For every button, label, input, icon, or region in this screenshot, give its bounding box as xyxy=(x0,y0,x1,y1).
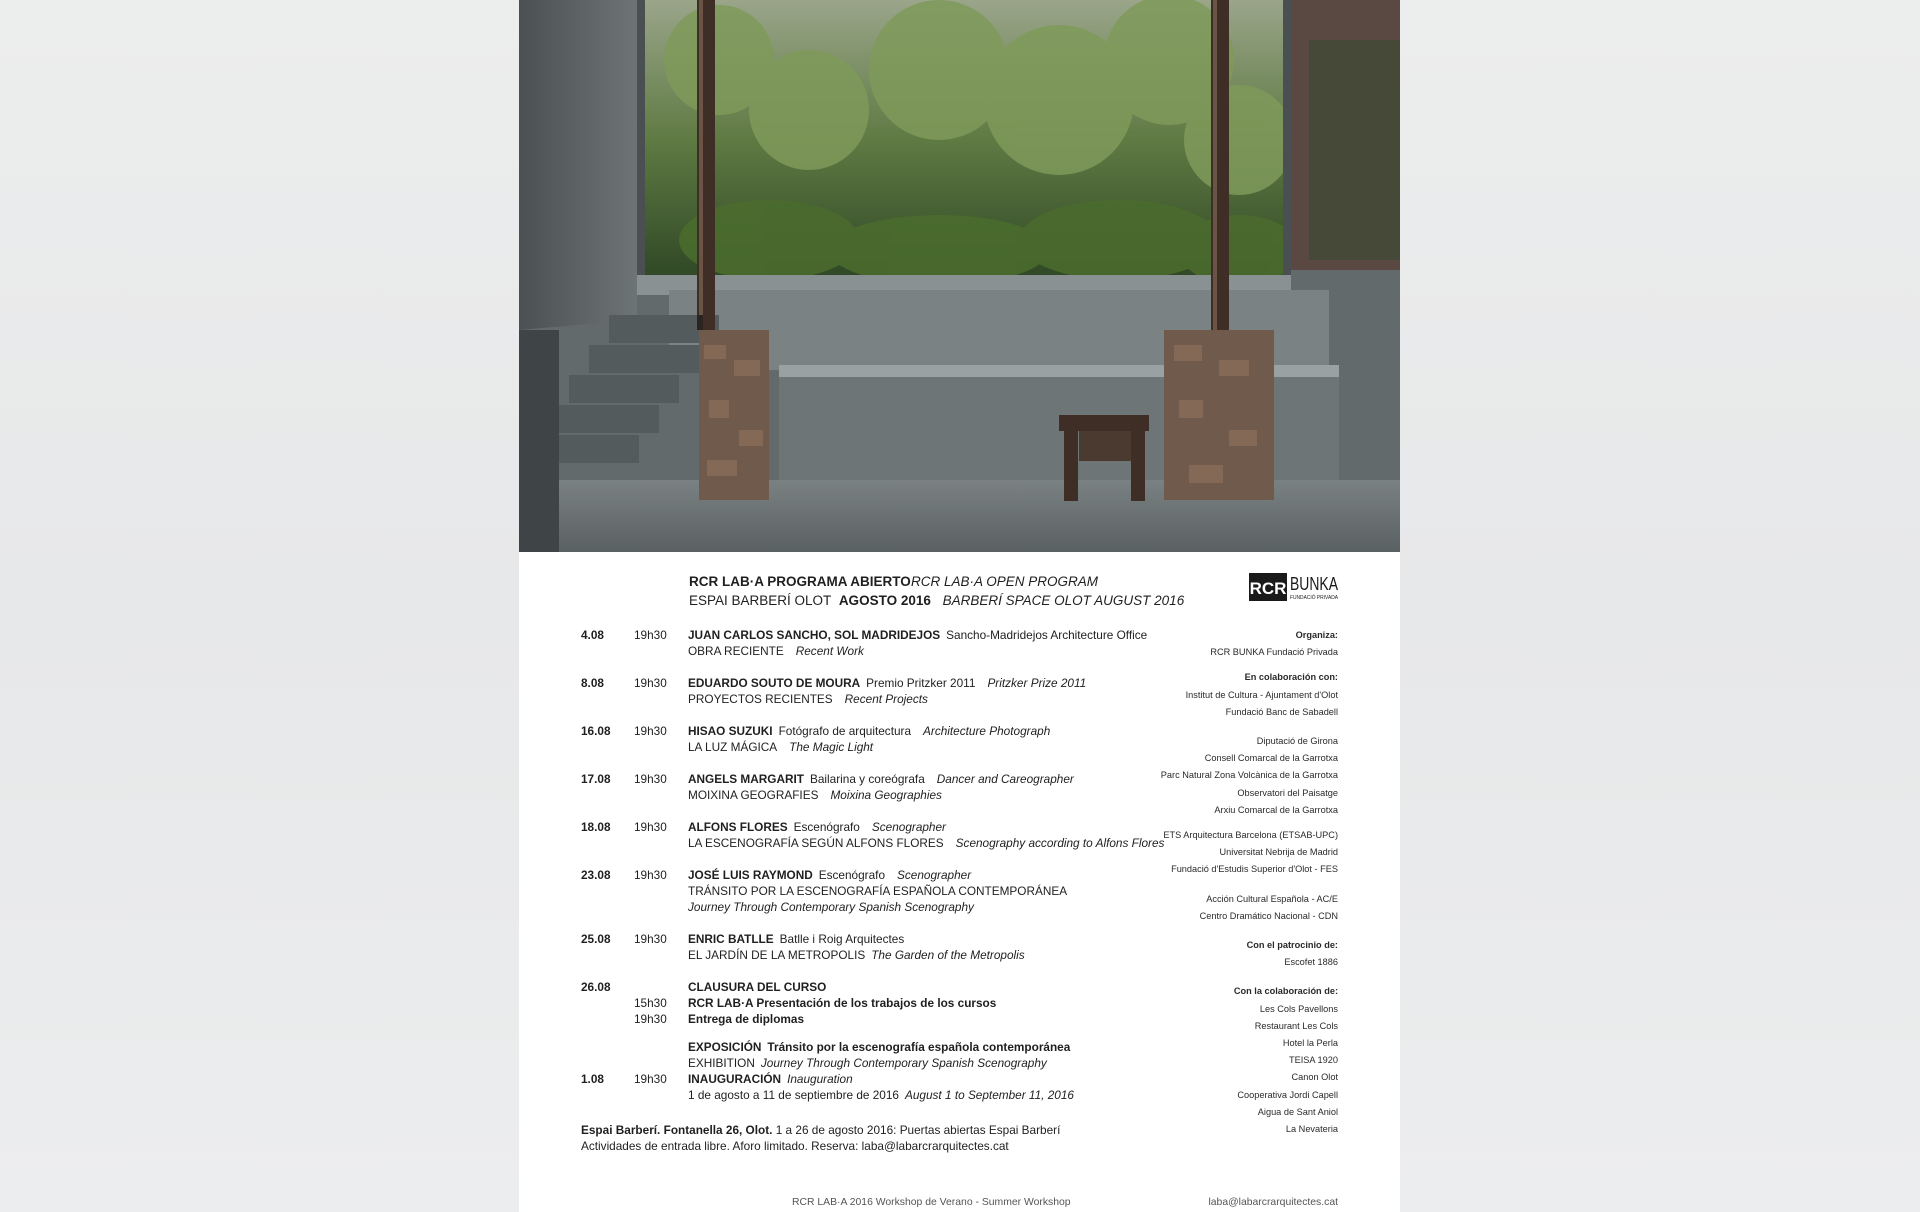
event-title: LA LUZ MÁGICA xyxy=(688,740,778,754)
credits-item: Centro Dramático Nacional - CDN xyxy=(1199,910,1338,921)
credits-item: Arxiu Comarcal de la Garrotxa xyxy=(1214,804,1338,815)
event-title: TRÁNSITO POR LA ESCENOGRAFÍA ESPAÑOLA CONTEMPORÁNEA xyxy=(688,884,1068,898)
event-title-en: The Magic Light xyxy=(789,740,874,754)
credits-item: ETS Arquitectura Barcelona (ETSAB-UPC) xyxy=(1163,830,1338,841)
event-title-en: Recent Projects xyxy=(844,692,928,706)
event-time: 19h30 xyxy=(634,868,667,882)
event-speaker: JUAN CARLOS SANCHO, SOL MADRIDEJOS xyxy=(688,628,941,642)
event-date: 23.08 xyxy=(581,868,611,882)
header-date: AGOSTO 2016 xyxy=(838,593,931,608)
event-title: EL JARDÍN DE LA METROPOLIS xyxy=(688,948,866,962)
closing-time-2: 19h30 xyxy=(634,1012,667,1026)
event-speaker: ALFONS FLORES xyxy=(688,820,788,834)
program-header xyxy=(689,572,1184,610)
credits-item: La Nevateria xyxy=(1285,1124,1338,1135)
venue-info xyxy=(581,1122,1060,1154)
event-role-en: Scenographer xyxy=(897,868,972,882)
event-role-en: Architecture Photograph xyxy=(923,724,1051,738)
venue-reservation: Actividades de entrada libre. Aforo limitado. Reserva: laba@labarcrarquitectes.cat xyxy=(581,1139,1009,1153)
credits-heading: En colaboración con: xyxy=(1244,672,1338,683)
credits-item: Fundació Banc de Sabadell xyxy=(1225,706,1338,717)
logo-mark xyxy=(1249,572,1339,602)
event-role-en: Dancer and Careographer xyxy=(936,772,1074,786)
logo-bunka: BUNKA xyxy=(1290,574,1338,594)
event-role: Batlle i Roig Arquitectes xyxy=(779,932,905,946)
logo-rcr: RCR xyxy=(1249,579,1287,598)
exhibition-dates-en: August 1 to September 11, 2016 xyxy=(904,1088,1074,1102)
event-role: Sancho-Madridejos Architecture Office xyxy=(946,628,1148,642)
event-date: 25.08 xyxy=(581,932,611,946)
credits-heading: Con la colaboración de: xyxy=(1233,986,1338,997)
program-event xyxy=(581,627,1148,659)
rcr-bunka-logo xyxy=(1249,572,1339,607)
venue-address: Espai Barberí. Fontanella 26, Olot. xyxy=(581,1123,773,1137)
credits-item: TEISA 1920 xyxy=(1288,1055,1338,1066)
event-batlle xyxy=(581,931,1141,963)
closing-item-1: RCR LAB·A Presentación de los trabajos de los cursos xyxy=(688,996,997,1010)
event-title: OBRA RECIENTE xyxy=(688,644,784,658)
event-title-en: The Garden of the Metropolis xyxy=(871,948,1025,962)
exhibition-time: 19h30 xyxy=(634,1072,667,1086)
exhibition-inauguration: INAUGURACIÓN xyxy=(688,1072,782,1086)
program-event xyxy=(581,819,1165,851)
event-date: 4.08 xyxy=(581,628,604,642)
event-exhibition xyxy=(581,1039,1141,1103)
event-speaker: EDUARDO SOUTO DE MOURA xyxy=(688,676,861,690)
event-date: 26.08 xyxy=(581,980,611,994)
credits-item: Parc Natural Zona Volcànica de la Garrotxa xyxy=(1160,770,1338,781)
credits-item: Restaurant Les Cols xyxy=(1254,1020,1338,1031)
hero-photo xyxy=(519,0,1400,552)
event-time: 19h30 xyxy=(634,628,667,642)
event-title-en: Recent Work xyxy=(795,644,864,658)
logo-sub: FUNDACIÓ PRIVADA xyxy=(1290,595,1341,601)
credits-item: Consell Comarcal de la Garrotxa xyxy=(1204,753,1338,764)
event-raymond xyxy=(581,867,1141,915)
event-time: 19h30 xyxy=(634,772,667,786)
event-role: Escenógrafo xyxy=(793,820,860,834)
event-date: 8.08 xyxy=(581,676,604,690)
program-list xyxy=(581,627,1165,1119)
credits-item: Observatori del Paisatge xyxy=(1237,787,1338,798)
credits-item: Cooperativa Jordi Capell xyxy=(1237,1089,1338,1100)
event-time: 19h30 xyxy=(634,676,667,690)
exhibition-date: 1.08 xyxy=(581,1072,604,1086)
credits-item: Institut de Cultura - Ajuntament d'Olot xyxy=(1185,689,1338,700)
event-title-en: Scenography according to Alfons Flores xyxy=(955,836,1165,850)
program-event xyxy=(581,771,1141,803)
credits-item: Universitat Nebrija de Madrid xyxy=(1219,847,1338,858)
header-venue-en: BARBERÍ SPACE OLOT AUGUST 2016 xyxy=(942,593,1185,608)
event-role-en: Pritzker Prize 2011 xyxy=(987,676,1087,690)
credits-item: Diputació de Girona xyxy=(1256,736,1338,747)
event-title: MOIXINA GEOGRAFIES xyxy=(688,788,819,802)
exhibition-title: Tránsito por la escenografía española contemporánea xyxy=(767,1040,1071,1054)
credits-item: Escofet 1886 xyxy=(1284,957,1338,968)
credits-column xyxy=(1098,627,1338,1138)
event-date: 16.08 xyxy=(581,724,611,738)
event-time: 19h30 xyxy=(634,932,667,946)
event-role: Premio Pritzker 2011 xyxy=(866,676,976,690)
event-time: 19h30 xyxy=(634,724,667,738)
exhibition-label: EXPOSICIÓN xyxy=(688,1040,762,1054)
event-date: 18.08 xyxy=(581,820,611,834)
event-title: PROYECTOS RECIENTES xyxy=(688,692,833,706)
credits-item: Acción Cultural Española - AC/E xyxy=(1206,893,1338,904)
credits-item: Aigua de Sant Aniol xyxy=(1257,1106,1338,1117)
credits-heading: Organiza: xyxy=(1295,630,1338,640)
credits-heading: Con el patrocinio de: xyxy=(1246,940,1338,951)
exhibition-inauguration-en: Inauguration xyxy=(787,1072,853,1086)
event-closing xyxy=(581,979,1141,1027)
event-title: LA ESCENOGRAFÍA SEGÚN ALFONS FLORES xyxy=(688,836,944,850)
event-role: Escenógrafo xyxy=(818,868,886,882)
header-title: RCR LAB·A PROGRAMA ABIERTO xyxy=(689,574,911,589)
program-event xyxy=(581,675,1141,707)
credits-item: Fundació d'Estudis Superior d'Olot - FES xyxy=(1171,864,1338,875)
background-left xyxy=(0,0,519,1212)
exhibition-title-en: Journey Through Contemporary Spanish Scenography xyxy=(760,1056,1047,1070)
event-speaker: JOSÉ LUIS RAYMOND xyxy=(688,868,813,882)
credits-item: Les Cols Pavellons xyxy=(1259,1003,1338,1014)
closing-title: CLAUSURA DEL CURSO xyxy=(688,980,827,994)
credits-item: RCR BUNKA Fundació Privada xyxy=(1210,647,1338,658)
event-role: Bailarina y coreógrafa xyxy=(810,772,925,786)
event-date: 17.08 xyxy=(581,772,611,786)
exhibition-dates: 1 de agosto a 11 de septiembre de 2016 xyxy=(688,1088,899,1102)
event-speaker: HISAO SUZUKI xyxy=(688,724,773,738)
closing-time-1: 15h30 xyxy=(634,996,667,1010)
program-event xyxy=(581,723,1141,755)
credits-item: Canon Olot xyxy=(1291,1072,1338,1083)
footer-left: RCR LAB·A 2016 Workshop de Verano - Summer Workshop xyxy=(792,1197,1071,1208)
event-role-en: Scenographer xyxy=(871,820,946,834)
exhibition-label-en: EXHIBITION xyxy=(688,1056,755,1070)
event-speaker: ANGELS MARGARIT xyxy=(688,772,804,786)
credits-item: Hotel la Perla xyxy=(1282,1038,1338,1049)
event-title-en: Moixina Geographies xyxy=(830,788,942,802)
header-title-en: RCR LAB·A OPEN PROGRAM xyxy=(911,574,1099,589)
background-right xyxy=(1400,0,1920,1212)
poster xyxy=(519,0,1400,1212)
garden-interior-image xyxy=(519,0,1400,552)
header-venue: ESPAI BARBERÍ OLOT xyxy=(689,593,832,608)
closing-item-2: Entrega de diplomas xyxy=(688,1012,805,1026)
footer-email: laba@labarcrarquitectes.cat xyxy=(1208,1197,1338,1208)
event-title-en: Journey Through Contemporary Spanish Scenography xyxy=(688,900,974,914)
event-speaker: ENRIC BATLLE xyxy=(688,932,774,946)
event-role: Fotógrafo de arquitectura xyxy=(778,724,912,738)
poster-content xyxy=(519,552,1400,1212)
event-time: 19h30 xyxy=(634,820,667,834)
venue-open-days: 1 a 26 de agosto 2016: Puertas abiertas Espai Barberí xyxy=(775,1123,1061,1137)
